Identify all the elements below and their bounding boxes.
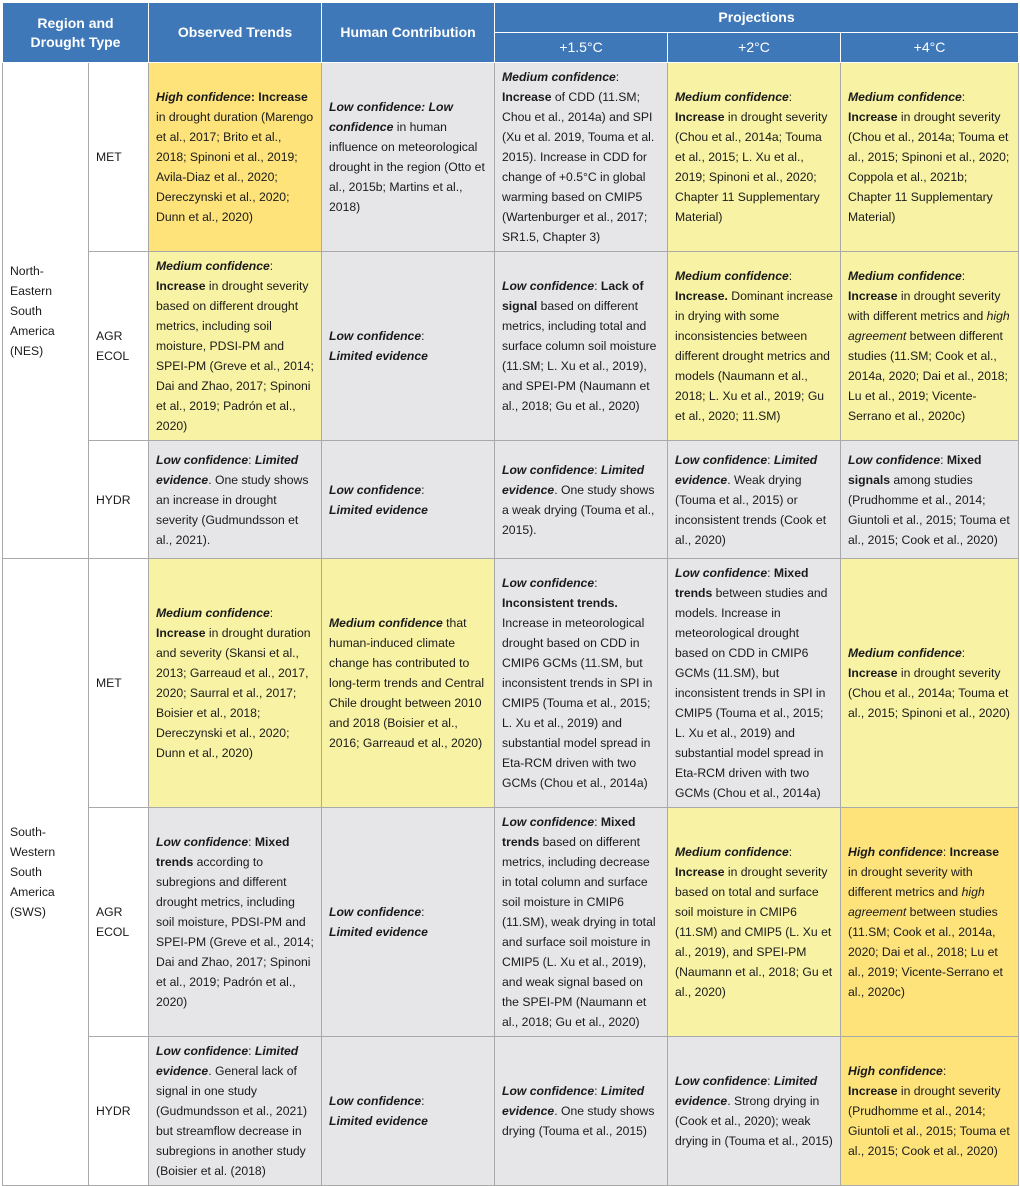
observed-cell: High confidence: Increase in drought duration (Marengo et al., 2017; Brito et al., 2018; Spinoni et al., 2019; Avila-Diaz et al., 2020; Dereczynski et al., 2020; Dunn et al., 2020) xyxy=(149,63,322,252)
projection-4-cell: Medium confidence: Increase in drought severity with different metrics and high agreement between different studies (11.SM; Cook et al., 2014a, 2020; Dai et al., 2018; Lu et al., 2019; Vicente-Serrano et al., 2020c) xyxy=(841,252,1019,441)
table-row-nes-agr xyxy=(3,252,1019,441)
projection-1-5-cell: Low confidence: Lack of signal based on different metrics, including total and surface column soil moisture (11.SM; L. Xu et al., 2019), and SPEI-PM (Naumann et al., 2018; Gu et al., 2020) xyxy=(495,252,668,441)
header-plus-1-5c: +1.5°C xyxy=(495,33,668,63)
header-region-type: Region and Drought Type xyxy=(3,3,149,63)
table-row-sws-hydr xyxy=(3,1037,1019,1186)
projection-2-cell: Low confidence: Mixed trends between studies and models. Increase in meteorological drought based on CDD in CMIP6 GCMs (11.SM), but inconsistent trends in SPI in CMIP5 (Touma et al., 2015; L. Xu et al., 2019) and substantial model spread in Eta-RCM driven with two GCMs (Chou et al., 2014a) xyxy=(668,559,841,808)
drought-type-hydr: HYDR xyxy=(89,441,149,559)
observed-cell: Medium confidence: Increase in drought duration and severity (Skansi et al., 2013; Garreaud et al., 2017, 2020; Saurral et al., 2017; Boisier et al., 2018; Dereczynski et al., 2020; Dunn et al., 2020) xyxy=(149,559,322,808)
projection-4-cell: Medium confidence: Increase in drought severity (Chou et al., 2014a; Touma et al., 2015; Spinoni et al., 2020) xyxy=(841,559,1019,808)
drought-type-hydr: HYDR xyxy=(89,1037,149,1186)
drought-type-met: MET xyxy=(89,559,149,808)
projection-2-cell: Medium confidence: Increase in drought severity (Chou et al., 2014a; Touma et al., 2015; L. Xu et al., 2019; Spinoni et al., 2020; Chapter 11 Supplementary Material) xyxy=(668,63,841,252)
projection-2-cell: Medium confidence: Increase. Dominant increase in drying with some inconsistencies between different drought metrics and models (Naumann et al., 2018; L. Xu et al., 2019; Gu et al., 2020; 11.SM) xyxy=(668,252,841,441)
projection-2-cell: Low confidence: Limited evidence. Weak drying (Touma et al., 2015) or inconsistent trends (Cook et al., 2020) xyxy=(668,441,841,559)
region-label-nes: North-Eastern South America (NES) xyxy=(3,63,89,559)
projection-2-cell: Low confidence: Limited evidence. Strong drying in (Cook et al., 2020); weak drying in (Touma et al., 2015) xyxy=(668,1037,841,1186)
projection-1-5-cell: Low confidence: Inconsistent trends. Increase in meteorological drought based on CDD in CMIP6 GCMs (11.SM, but inconsistent trends in SPI in CMIP5 (Touma et al., 2015; L. Xu et al., 2019) and substantial model spread in Eta-RCM driven with two GCMs (Chou et al., 2014a) xyxy=(495,559,668,808)
projection-2-cell: Medium confidence: Increase in drought severity based on total and surface soil moisture in CMIP6 (11.SM) and CMIP5 (L. Xu et al., 2019), and SPEI-PM (Naumann et al., 2018; Gu et al., 2020) xyxy=(668,808,841,1037)
projection-1-5-cell: Medium confidence: Increase of CDD (11.SM; Chou et al., 2014a) and SPI (Xu et al. 2019, Touma et al. 2015). Increase in CDD for change of +0.5°C in global warming based on CMIP5 (Wartenburger et al., 2017; SR1.5, Chapter 3) xyxy=(495,63,668,252)
drought-assessment-table xyxy=(2,2,1019,1186)
header-plus-2c: +2°C xyxy=(668,33,841,63)
human-cell: Low confidence: Limited evidence xyxy=(322,252,495,441)
projection-1-5-cell: Low confidence: Mixed trends based on different metrics, including decrease in total column and surface soil moisture in CMIP6 (11.SM), weak drying in total and surface soil moisture in CMIP5 (L. Xu et al., 2019), and weak signal based on the SPEI-PM (Naumann et al., 2018; Gu et al., 2020) xyxy=(495,808,668,1037)
table-row-sws-agr xyxy=(3,808,1019,1037)
human-cell: Low confidence: Limited evidence xyxy=(322,808,495,1037)
projection-1-5-cell: Low confidence: Limited evidence. One study shows a weak drying (Touma et al., 2015). xyxy=(495,441,668,559)
projection-4-cell: Low confidence: Mixed signals among studies (Prudhomme et al., 2014; Giuntoli et al., 2015; Touma et al., 2015; Cook et al., 2020) xyxy=(841,441,1019,559)
human-cell: Medium confidence that human-induced climate change has contributed to long-term trends and Central Chile drought between 2010 and 2018 (Boisier et al., 2016; Garreaud et al., 2020) xyxy=(322,559,495,808)
observed-cell: Medium confidence: Increase in drought severity based on different drought metrics, including soil moisture, PDSI-PM and SPEI-PM (Greve et al., 2014; Dai and Zhao, 2017; Spinoni et al., 2019; Padrón et al., 2020) xyxy=(149,252,322,441)
projection-4-cell: High confidence: Increase in drought severity (Prudhomme et al., 2014; Giuntoli et al., 2015; Touma et al., 2015; Cook et al., 2020) xyxy=(841,1037,1019,1186)
header-projections: Projections xyxy=(495,3,1019,33)
observed-cell: Low confidence: Mixed trends according to subregions and different drought metrics, including soil moisture, PDSI-PM and SPEI-PM (Greve et al., 2014; Dai and Zhao, 2017; Spinoni et al., 2019; Padrón et al., 2020) xyxy=(149,808,322,1037)
human-cell: Low confidence: Low confidence in human influence on meteorological drought in the region (Otto et al., 2015b; Martins et al., 2018) xyxy=(322,63,495,252)
drought-type-agr-ecol: AGR ECOL xyxy=(89,808,149,1037)
table-row-nes-hydr xyxy=(3,441,1019,559)
drought-type-agr-ecol: AGR ECOL xyxy=(89,252,149,441)
human-cell: Low confidence: Limited evidence xyxy=(322,441,495,559)
observed-cell: Low confidence: Limited evidence. General lack of signal in one study (Gudmundsson et al., 2021) but streamflow decrease in subregions in another study (Boisier et al. (2018) xyxy=(149,1037,322,1186)
table-row-sws-met xyxy=(3,559,1019,808)
drought-type-met: MET xyxy=(89,63,149,252)
header-human-contribution: Human Contribution xyxy=(322,3,495,63)
table-row-nes-met xyxy=(3,63,1019,252)
human-cell: Low confidence: Limited evidence xyxy=(322,1037,495,1186)
region-label-sws: South-Western South America (SWS) xyxy=(3,559,89,1186)
header-plus-4c: +4°C xyxy=(841,33,1019,63)
projection-4-cell: High confidence: Increase in drought severity with different metrics and high agreement between studies (11.SM; Cook et al., 2014a, 2020; Dai et al., 2018; Lu et al., 2019; Vicente-Serrano et al., 2020c) xyxy=(841,808,1019,1037)
header-observed-trends: Observed Trends xyxy=(149,3,322,63)
projection-1-5-cell: Low confidence: Limited evidence. One study shows drying (Touma et al., 2015) xyxy=(495,1037,668,1186)
observed-cell: Low confidence: Limited evidence. One study shows an increase in drought severity (Gudmundsson et al., 2021). xyxy=(149,441,322,559)
projection-4-cell: Medium confidence: Increase in drought severity (Chou et al., 2014a; Touma et al., 2015; Spinoni et al., 2020; Coppola et al., 2021b; Chapter 11 Supplementary Material) xyxy=(841,63,1019,252)
